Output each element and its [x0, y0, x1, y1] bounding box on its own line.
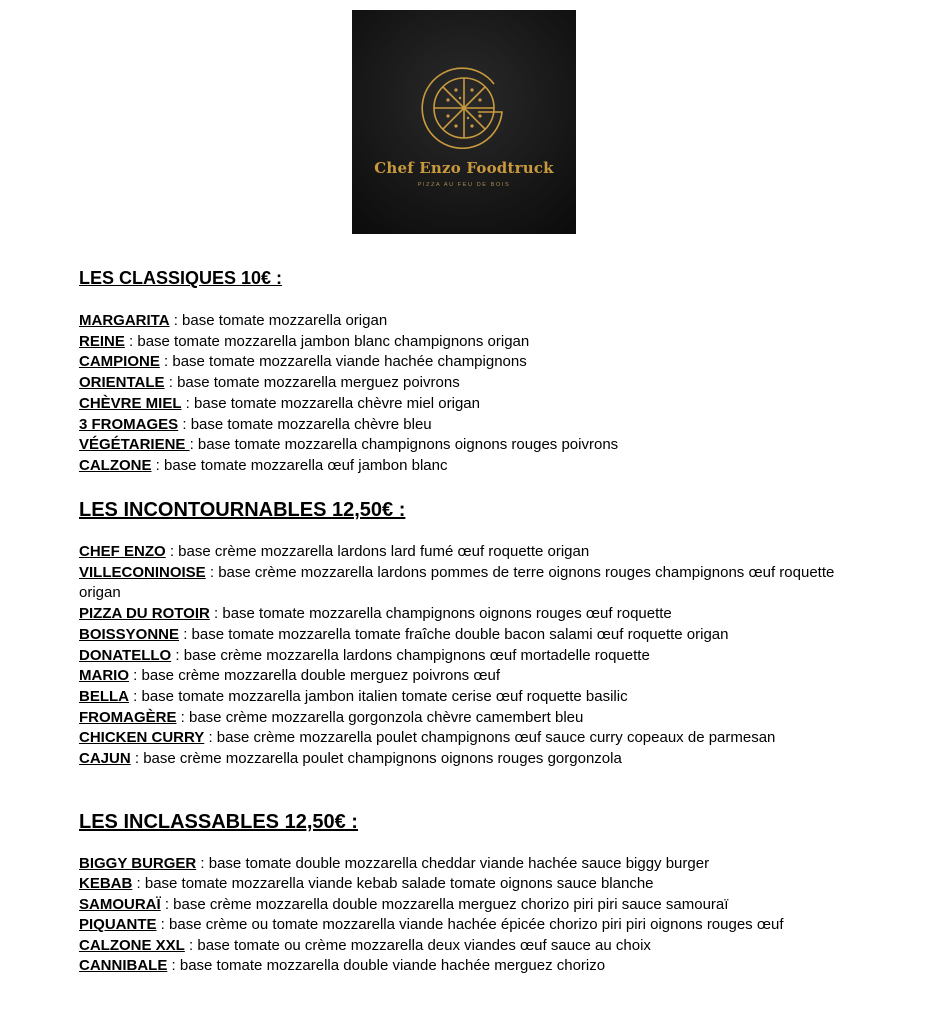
logo-name: Chef Enzo Foodtruck	[374, 159, 554, 177]
pizza-description: : base tomate mozzarella tomate fraîche double bacon salami œuf roquette origan	[179, 625, 729, 643]
menu-item	[79, 915, 859, 935]
menu-item	[79, 666, 859, 687]
pizza-name: SAMOURAÏ	[79, 895, 161, 913]
menu-item	[79, 456, 859, 477]
classiques-list	[79, 311, 859, 477]
pizza-description: : base tomate mozzarella champignons oignons rouges œuf roquette	[209, 605, 672, 623]
pizza-name: DONATELLO	[79, 646, 172, 664]
pizza-description: : base tomate mozzarella merguez poivrons	[164, 374, 460, 392]
menu-item	[79, 749, 859, 770]
menu-item	[79, 373, 859, 394]
pizza-name: CALZONE XXL	[79, 936, 185, 954]
pizza-description: : base crème mozzarella poulet champignons oignons rouges gorgonzola	[130, 750, 622, 768]
pizza-description: : base crème mozzarella gorgonzola chèvre camembert bleu	[176, 708, 584, 726]
pizza-name: ORIENTALE	[79, 374, 165, 392]
pizza-description: : base tomate mozzarella viande kebab salade tomate oignons sauce blanche	[132, 875, 654, 893]
pizza-icon	[352, 10, 576, 234]
inclassables-list	[79, 854, 859, 976]
pizza-name: BOISSYONNE	[79, 625, 180, 643]
pizza-name: PIQUANTE	[79, 916, 157, 934]
menu-item	[79, 563, 859, 604]
section-title: LES CLASSIQUES 10€ :	[79, 268, 283, 288]
pizza-description: : base crème mozzarella double mozzarella merguez chorizo piri piri sauce samouraï	[160, 895, 729, 913]
pizza-description: : base crème ou tomate mozzarella viande hachée épicée chorizo piri piri oignons rouges œuf	[156, 916, 784, 934]
section-title: LES INCLASSABLES 12,50€ :	[79, 811, 358, 833]
menu-item	[79, 311, 859, 332]
pizza-description: : base tomate mozzarella origan	[169, 312, 388, 329]
menu-item	[79, 874, 859, 894]
menu-item	[79, 895, 859, 915]
section-incontournables	[79, 499, 405, 522]
menu-item	[79, 435, 859, 456]
pizza-name: CAMPIONE	[79, 353, 160, 371]
pizza-description: : base tomate mozzarella œuf jambon blanc	[151, 456, 448, 474]
pizza-name: CHEF ENZO	[79, 543, 166, 560]
pizza-name: CANNIBALE	[79, 957, 168, 975]
menu-item	[79, 394, 859, 415]
section-classiques	[79, 268, 282, 289]
menu-item	[79, 708, 859, 729]
section-inclassables	[79, 811, 358, 834]
pizza-description: : base tomate mozzarella viande hachée champignons	[159, 353, 527, 371]
menu-item	[79, 332, 859, 353]
pizza-description: : base crème mozzarella double merguez poivrons œuf	[129, 667, 501, 685]
incontournables-list	[79, 542, 859, 770]
menu-item	[79, 728, 859, 749]
pizza-description: : base tomate mozzarella champignons oignons rouges poivrons	[189, 436, 619, 454]
section-title: LES INCONTOURNABLES 12,50€ :	[79, 499, 406, 521]
logo-tagline: PIZZA AU FEU DE BOIS	[417, 182, 511, 188]
pizza-name: MARIO	[79, 667, 129, 685]
pizza-name: VÉGÉTARIENE	[79, 436, 190, 454]
pizza-description: : base crème mozzarella lardons lard fumé œuf roquette origan	[165, 543, 590, 560]
pizza-description: : base tomate mozzarella jambon italien tomate cerise œuf roquette basilic	[129, 687, 628, 705]
pizza-name: PIZZA DU ROTOIR	[79, 605, 210, 623]
menu-item	[79, 854, 859, 874]
logo	[352, 10, 576, 234]
pizza-name: CHÈVRE MIEL	[79, 394, 182, 412]
pizza-name: CALZONE	[79, 456, 152, 474]
pizza-name: KEBAB	[79, 875, 133, 893]
menu-item	[79, 646, 859, 667]
menu-item	[79, 625, 859, 646]
pizza-description: : base tomate mozzarella chèvre miel origan	[181, 394, 480, 412]
pizza-name: FROMAGÈRE	[79, 708, 177, 726]
menu-item	[79, 604, 859, 625]
pizza-name: 3 FROMAGES	[79, 415, 179, 433]
menu-item	[79, 936, 859, 956]
pizza-description: : base tomate mozzarella chèvre bleu	[178, 415, 432, 433]
pizza-name: BELLA	[79, 687, 129, 705]
pizza-name: REINE	[79, 332, 125, 350]
menu-item	[79, 352, 859, 373]
pizza-name: MARGARITA	[79, 312, 170, 329]
menu-item	[79, 956, 859, 976]
pizza-description: : base crème mozzarella poulet champignons œuf sauce curry copeaux de parmesan	[204, 729, 776, 747]
pizza-name: CAJUN	[79, 750, 131, 768]
pizza-name: VILLECONINOISE	[79, 563, 206, 581]
menu-item	[79, 687, 859, 708]
menu-item	[79, 415, 859, 436]
pizza-description: : base crème mozzarella lardons champignons œuf mortadelle roquette	[171, 646, 650, 664]
pizza-name: BIGGY BURGER	[79, 855, 197, 872]
pizza-description: : base tomate ou crème mozzarella deux viandes œuf sauce au choix	[184, 936, 651, 954]
pizza-name: CHICKEN CURRY	[79, 729, 205, 747]
pizza-description: : base tomate mozzarella double viande hachée merguez chorizo	[167, 957, 606, 975]
pizza-description: : base tomate mozzarella jambon blanc champignons origan	[124, 332, 530, 350]
menu-item	[79, 542, 859, 563]
pizza-description: : base tomate double mozzarella cheddar viande hachée sauce biggy burger	[196, 855, 710, 872]
pizza-description: : base crème mozzarella lardons pommes de terre oignons rouges champignons œuf roquette origan	[79, 563, 835, 602]
